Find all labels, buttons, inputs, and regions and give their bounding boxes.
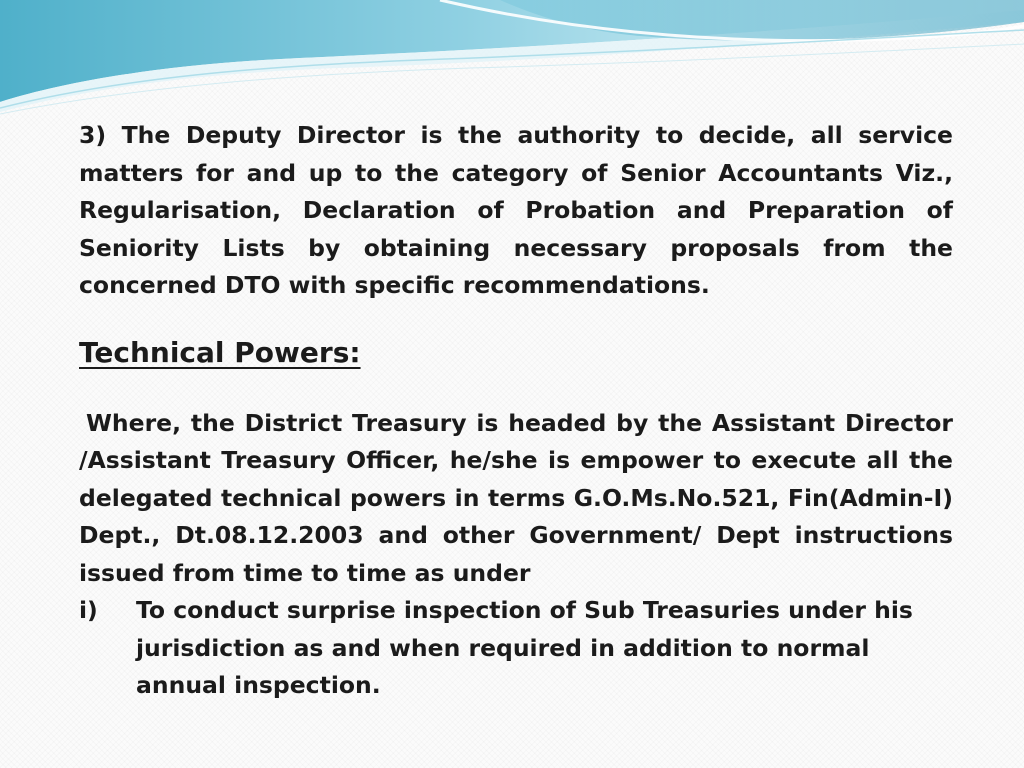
paragraph-district-treasury: Where, the District Treasury is headed by the Assistant Director /Assistant Treasury Officer, he/she is empower to execute all the delegated technical powers in terms G.O.Ms.No.521, Fin(Admin-I) Dept., Dt.08.12.2003 and other Government/ Dept instructions issued from time to time as under xyxy=(79,408,953,587)
list-item xyxy=(79,592,953,705)
list-marker: i) xyxy=(79,596,98,624)
powers-list xyxy=(79,592,953,705)
heading-technical-powers: Technical Powers: xyxy=(79,335,361,369)
header-wave-decoration xyxy=(0,0,1024,120)
paragraph-deputy-director: 3) The Deputy Director is the authority to decide, all service matters for and up to the category of Senior Accountants Viz., Regularisation, Declaration of Probation and Preparation of Seniority Lists by obtaining necessary proposals from the concerned DTO with specific recommendations. xyxy=(79,121,953,299)
list-item-text: To conduct surprise inspection of Sub Treasuries under his jurisdiction as and when required in addition to normal annual inspection. xyxy=(136,596,913,699)
slide-content xyxy=(79,117,953,705)
